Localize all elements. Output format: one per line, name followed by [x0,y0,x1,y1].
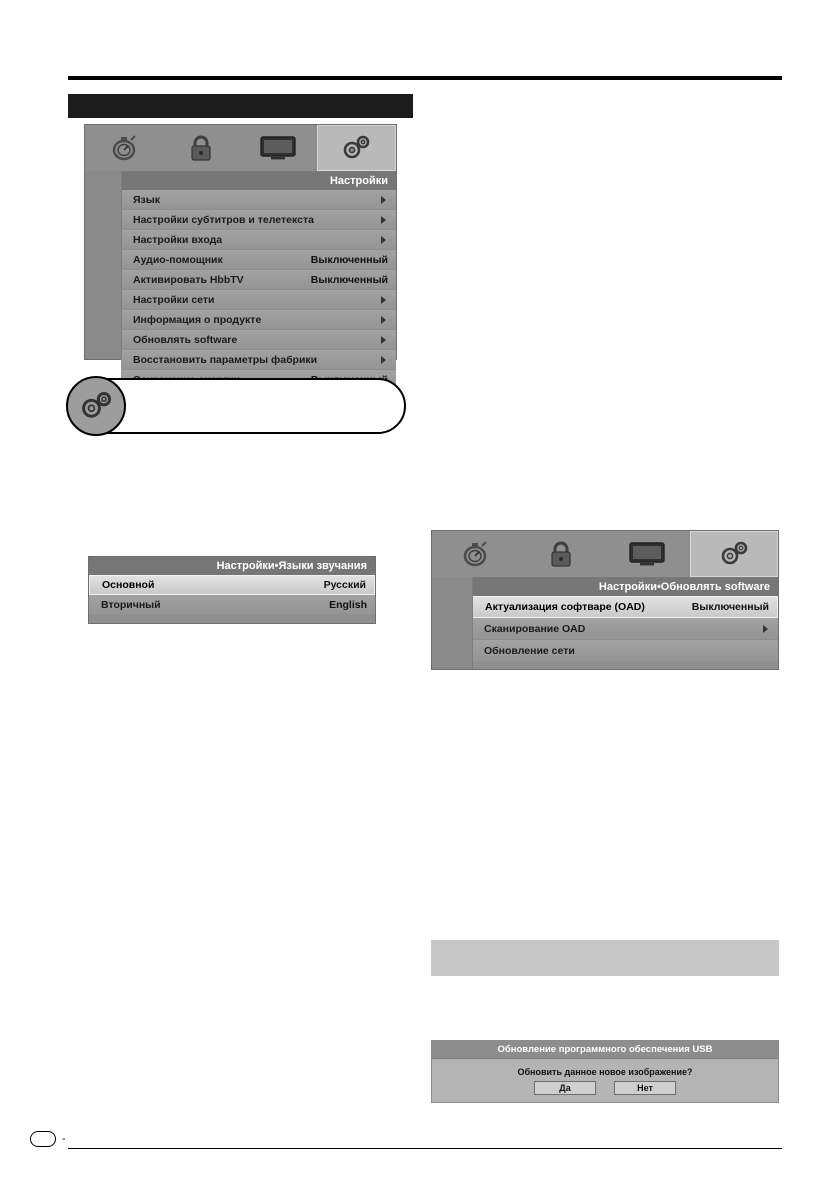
chevron-right-icon [381,356,386,364]
grey-placeholder-block [431,940,779,976]
settings-row-hbbtv[interactable] [121,270,396,290]
row-label: Обновление сети [484,645,575,657]
settings-row-list [121,190,396,390]
timer-icon [460,540,490,568]
settings-row-factory-reset[interactable] [121,350,396,370]
row-value: English [329,599,367,611]
tv-icon [628,541,666,567]
audio-language-osd-panel [88,556,376,624]
row-label: Аудио-помощник [133,253,223,266]
osd-left-column [432,577,473,669]
settings-row-input-settings[interactable] [121,230,396,250]
chevron-right-icon [381,336,386,344]
row-label: Настройки сети [133,293,215,306]
settings-osd-panel [84,124,397,366]
tv-icon [259,135,297,161]
gears-settings-icon [339,133,373,163]
settings-row-product-info[interactable] [121,310,396,330]
page-number-dash: - [62,1133,66,1145]
row-label: Актуализация софтваре (OAD) [485,601,645,613]
lock-icon-tab[interactable] [518,531,604,577]
tv-icon-tab[interactable] [240,125,317,171]
osd-left-column [85,171,122,359]
audio-language-row-list [89,575,375,615]
row-label: Сканирование OAD [484,622,586,635]
timer-icon-tab[interactable] [432,531,518,577]
row-label: Активировать HbbTV [133,273,244,286]
row-label: Основной [102,579,155,591]
usb-dialog-yes-button[interactable]: Да [534,1081,596,1095]
osd-icon-bar [85,125,396,172]
row-value: Выключенный [310,253,388,266]
software-update-osd-panel [431,530,779,670]
gears-settings-icon [76,389,116,423]
settings-row-audio-assistant[interactable] [121,250,396,270]
row-label: Вторичный [101,599,161,611]
section-title-bar [68,94,413,118]
settings-row-network[interactable] [121,290,396,310]
software-update-row-list [472,596,778,662]
gears-settings-icon [717,539,751,569]
row-value: Выключенный [691,601,769,613]
chevron-right-icon [381,216,386,224]
settings-gears-icon-tab[interactable] [690,531,778,577]
chevron-right-icon [381,316,386,324]
page-top-rule [68,76,782,80]
row-value: Русский [323,579,366,591]
settings-row-software-update[interactable] [121,330,396,350]
lock-icon [188,133,214,163]
software-update-row-oad[interactable] [472,596,778,618]
osd-icon-bar [432,531,778,578]
page-number-badge [30,1131,56,1147]
timer-icon-tab[interactable] [85,125,162,171]
lock-icon-tab[interactable] [162,125,239,171]
callout-icon-circle [66,376,126,436]
chevron-right-icon [381,236,386,244]
row-label: Информация о продукте [133,313,262,326]
usb-software-update-dialog [431,1040,779,1103]
row-value: Выключенный [310,273,388,286]
timer-icon [109,134,139,162]
chevron-right-icon [381,196,386,204]
usb-dialog-title: Обновление программного обеспечения USB [432,1041,778,1059]
tv-icon-tab[interactable] [604,531,690,577]
row-label: Настройки входа [133,233,223,246]
lock-icon [548,539,574,569]
chevron-right-icon [381,296,386,304]
audio-language-breadcrumb: Настройки•Языки звучания [89,557,375,575]
usb-dialog-question: Обновить данное новое изображение? [517,1067,693,1077]
osd-breadcrumb: Настройки [121,172,396,190]
settings-row-subtitles-teletext[interactable] [121,210,396,230]
row-label: Настройки субтитров и телетекста [133,213,314,226]
audio-language-row-primary[interactable] [89,575,375,595]
row-label: Восстановить параметры фабрики [133,353,318,366]
software-update-breadcrumb: Настройки•Обновлять software [472,578,778,596]
row-label: Обновлять software [133,333,238,346]
usb-dialog-no-button[interactable]: Нет [614,1081,676,1095]
software-update-row-oad-scan[interactable] [472,618,778,640]
row-label: Язык [133,193,160,206]
settings-row-language[interactable] [121,190,396,210]
audio-language-row-secondary[interactable] [89,595,375,615]
page-bottom-rule [68,1148,782,1149]
chevron-right-icon [763,625,768,633]
settings-gears-icon-tab[interactable] [317,125,396,171]
usb-dialog-buttons [432,1081,778,1102]
software-update-row-network-update[interactable] [472,640,778,662]
